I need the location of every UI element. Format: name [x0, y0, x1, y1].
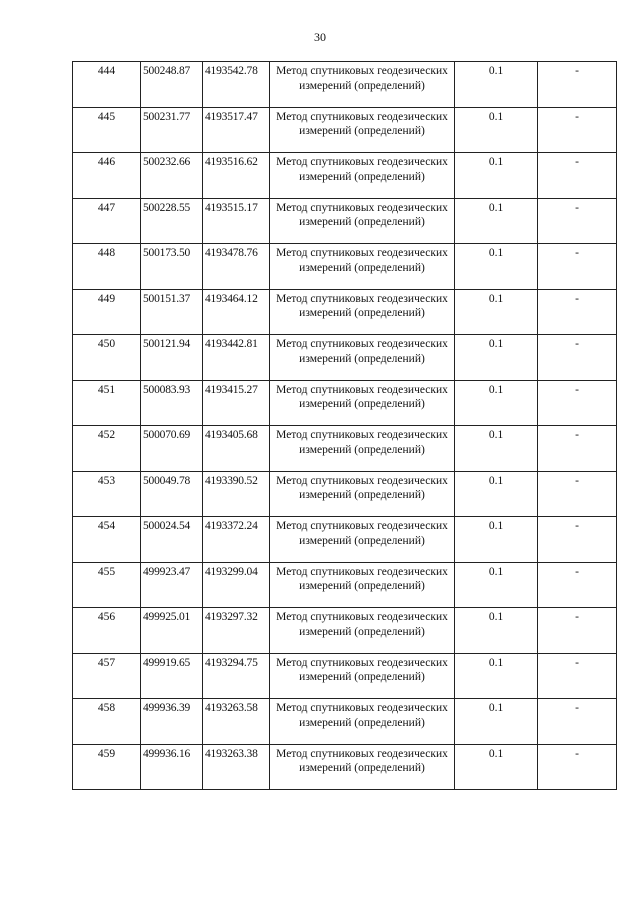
y-coordinate-cell: 4193263.38: [203, 744, 270, 790]
precision-cell: 0.1: [455, 562, 538, 608]
note-cell: -: [538, 426, 617, 472]
note-cell: -: [538, 608, 617, 654]
y-coordinate-cell: 4193464.12: [203, 289, 270, 335]
coordinates-table-body: [73, 62, 617, 790]
note-cell: -: [538, 198, 617, 244]
precision-cell: 0.1: [455, 198, 538, 244]
note-cell: -: [538, 289, 617, 335]
point-number-cell: 449: [73, 289, 141, 335]
page-number: 30: [314, 30, 326, 44]
y-coordinate-cell: 4193294.75: [203, 653, 270, 699]
y-coordinate-cell: 4193405.68: [203, 426, 270, 472]
table-row: [73, 471, 617, 517]
coordinates-table: [72, 61, 617, 790]
x-coordinate-cell: 500151.37: [141, 289, 203, 335]
method-cell: Метод спутниковых геодезических измерений (определений): [270, 289, 455, 335]
point-number-cell: 445: [73, 107, 141, 153]
x-coordinate-cell: 500231.77: [141, 107, 203, 153]
precision-cell: 0.1: [455, 699, 538, 745]
table-row: [73, 517, 617, 563]
y-coordinate-cell: 4193442.81: [203, 335, 270, 381]
y-coordinate-cell: 4193516.62: [203, 153, 270, 199]
point-number-cell: 453: [73, 471, 141, 517]
x-coordinate-cell: 499925.01: [141, 608, 203, 654]
point-number-cell: 446: [73, 153, 141, 199]
point-number-cell: 444: [73, 62, 141, 108]
y-coordinate-cell: 4193299.04: [203, 562, 270, 608]
table-row: [73, 608, 617, 654]
x-coordinate-cell: 500121.94: [141, 335, 203, 381]
table-row: [73, 198, 617, 244]
point-number-cell: 448: [73, 244, 141, 290]
note-cell: -: [538, 699, 617, 745]
table-row: [73, 62, 617, 108]
y-coordinate-cell: 4193415.27: [203, 380, 270, 426]
method-cell: Метод спутниковых геодезических измерений (определений): [270, 335, 455, 381]
note-cell: -: [538, 744, 617, 790]
x-coordinate-cell: 500024.54: [141, 517, 203, 563]
point-number-cell: 454: [73, 517, 141, 563]
y-coordinate-cell: 4193263.58: [203, 699, 270, 745]
precision-cell: 0.1: [455, 244, 538, 290]
precision-cell: 0.1: [455, 107, 538, 153]
precision-cell: 0.1: [455, 653, 538, 699]
method-cell: Метод спутниковых геодезических измерений (определений): [270, 107, 455, 153]
precision-cell: 0.1: [455, 335, 538, 381]
x-coordinate-cell: 499923.47: [141, 562, 203, 608]
precision-cell: 0.1: [455, 289, 538, 335]
method-cell: Метод спутниковых геодезических измерений (определений): [270, 699, 455, 745]
point-number-cell: 451: [73, 380, 141, 426]
note-cell: -: [538, 380, 617, 426]
note-cell: -: [538, 153, 617, 199]
method-cell: Метод спутниковых геодезических измерений (определений): [270, 517, 455, 563]
x-coordinate-cell: 499919.65: [141, 653, 203, 699]
y-coordinate-cell: 4193517.47: [203, 107, 270, 153]
point-number-cell: 457: [73, 653, 141, 699]
method-cell: Метод спутниковых геодезических измерений (определений): [270, 198, 455, 244]
note-cell: -: [538, 244, 617, 290]
method-cell: Метод спутниковых геодезических измерений (определений): [270, 653, 455, 699]
precision-cell: 0.1: [455, 426, 538, 472]
precision-cell: 0.1: [455, 153, 538, 199]
method-cell: Метод спутниковых геодезических измерений (определений): [270, 744, 455, 790]
note-cell: -: [538, 62, 617, 108]
x-coordinate-cell: 500049.78: [141, 471, 203, 517]
note-cell: -: [538, 471, 617, 517]
note-cell: -: [538, 107, 617, 153]
x-coordinate-cell: 500228.55: [141, 198, 203, 244]
table-row: [73, 653, 617, 699]
x-coordinate-cell: 500083.93: [141, 380, 203, 426]
method-cell: Метод спутниковых геодезических измерений (определений): [270, 244, 455, 290]
point-number-cell: 459: [73, 744, 141, 790]
method-cell: Метод спутниковых геодезических измерений (определений): [270, 153, 455, 199]
table-row: [73, 153, 617, 199]
point-number-cell: 450: [73, 335, 141, 381]
point-number-cell: 447: [73, 198, 141, 244]
point-number-cell: 452: [73, 426, 141, 472]
table-row: [73, 744, 617, 790]
y-coordinate-cell: 4193478.76: [203, 244, 270, 290]
table-row: [73, 289, 617, 335]
table-row: [73, 244, 617, 290]
table-row: [73, 380, 617, 426]
x-coordinate-cell: 500248.87: [141, 62, 203, 108]
point-number-cell: 456: [73, 608, 141, 654]
y-coordinate-cell: 4193515.17: [203, 198, 270, 244]
y-coordinate-cell: 4193372.24: [203, 517, 270, 563]
table-row: [73, 562, 617, 608]
method-cell: Метод спутниковых геодезических измерений (определений): [270, 471, 455, 517]
table-row: [73, 426, 617, 472]
note-cell: -: [538, 653, 617, 699]
table-row: [73, 107, 617, 153]
table-row: [73, 699, 617, 745]
precision-cell: 0.1: [455, 608, 538, 654]
precision-cell: 0.1: [455, 380, 538, 426]
method-cell: Метод спутниковых геодезических измерений (определений): [270, 562, 455, 608]
point-number-cell: 458: [73, 699, 141, 745]
precision-cell: 0.1: [455, 62, 538, 108]
y-coordinate-cell: 4193542.78: [203, 62, 270, 108]
y-coordinate-cell: 4193297.32: [203, 608, 270, 654]
precision-cell: 0.1: [455, 517, 538, 563]
x-coordinate-cell: 500173.50: [141, 244, 203, 290]
precision-cell: 0.1: [455, 471, 538, 517]
note-cell: -: [538, 562, 617, 608]
method-cell: Метод спутниковых геодезических измерений (определений): [270, 380, 455, 426]
y-coordinate-cell: 4193390.52: [203, 471, 270, 517]
note-cell: -: [538, 517, 617, 563]
method-cell: Метод спутниковых геодезических измерений (определений): [270, 608, 455, 654]
precision-cell: 0.1: [455, 744, 538, 790]
method-cell: Метод спутниковых геодезических измерений (определений): [270, 62, 455, 108]
x-coordinate-cell: 499936.39: [141, 699, 203, 745]
x-coordinate-cell: 500070.69: [141, 426, 203, 472]
x-coordinate-cell: 499936.16: [141, 744, 203, 790]
x-coordinate-cell: 500232.66: [141, 153, 203, 199]
table-row: [73, 335, 617, 381]
note-cell: -: [538, 335, 617, 381]
method-cell: Метод спутниковых геодезических измерений (определений): [270, 426, 455, 472]
point-number-cell: 455: [73, 562, 141, 608]
